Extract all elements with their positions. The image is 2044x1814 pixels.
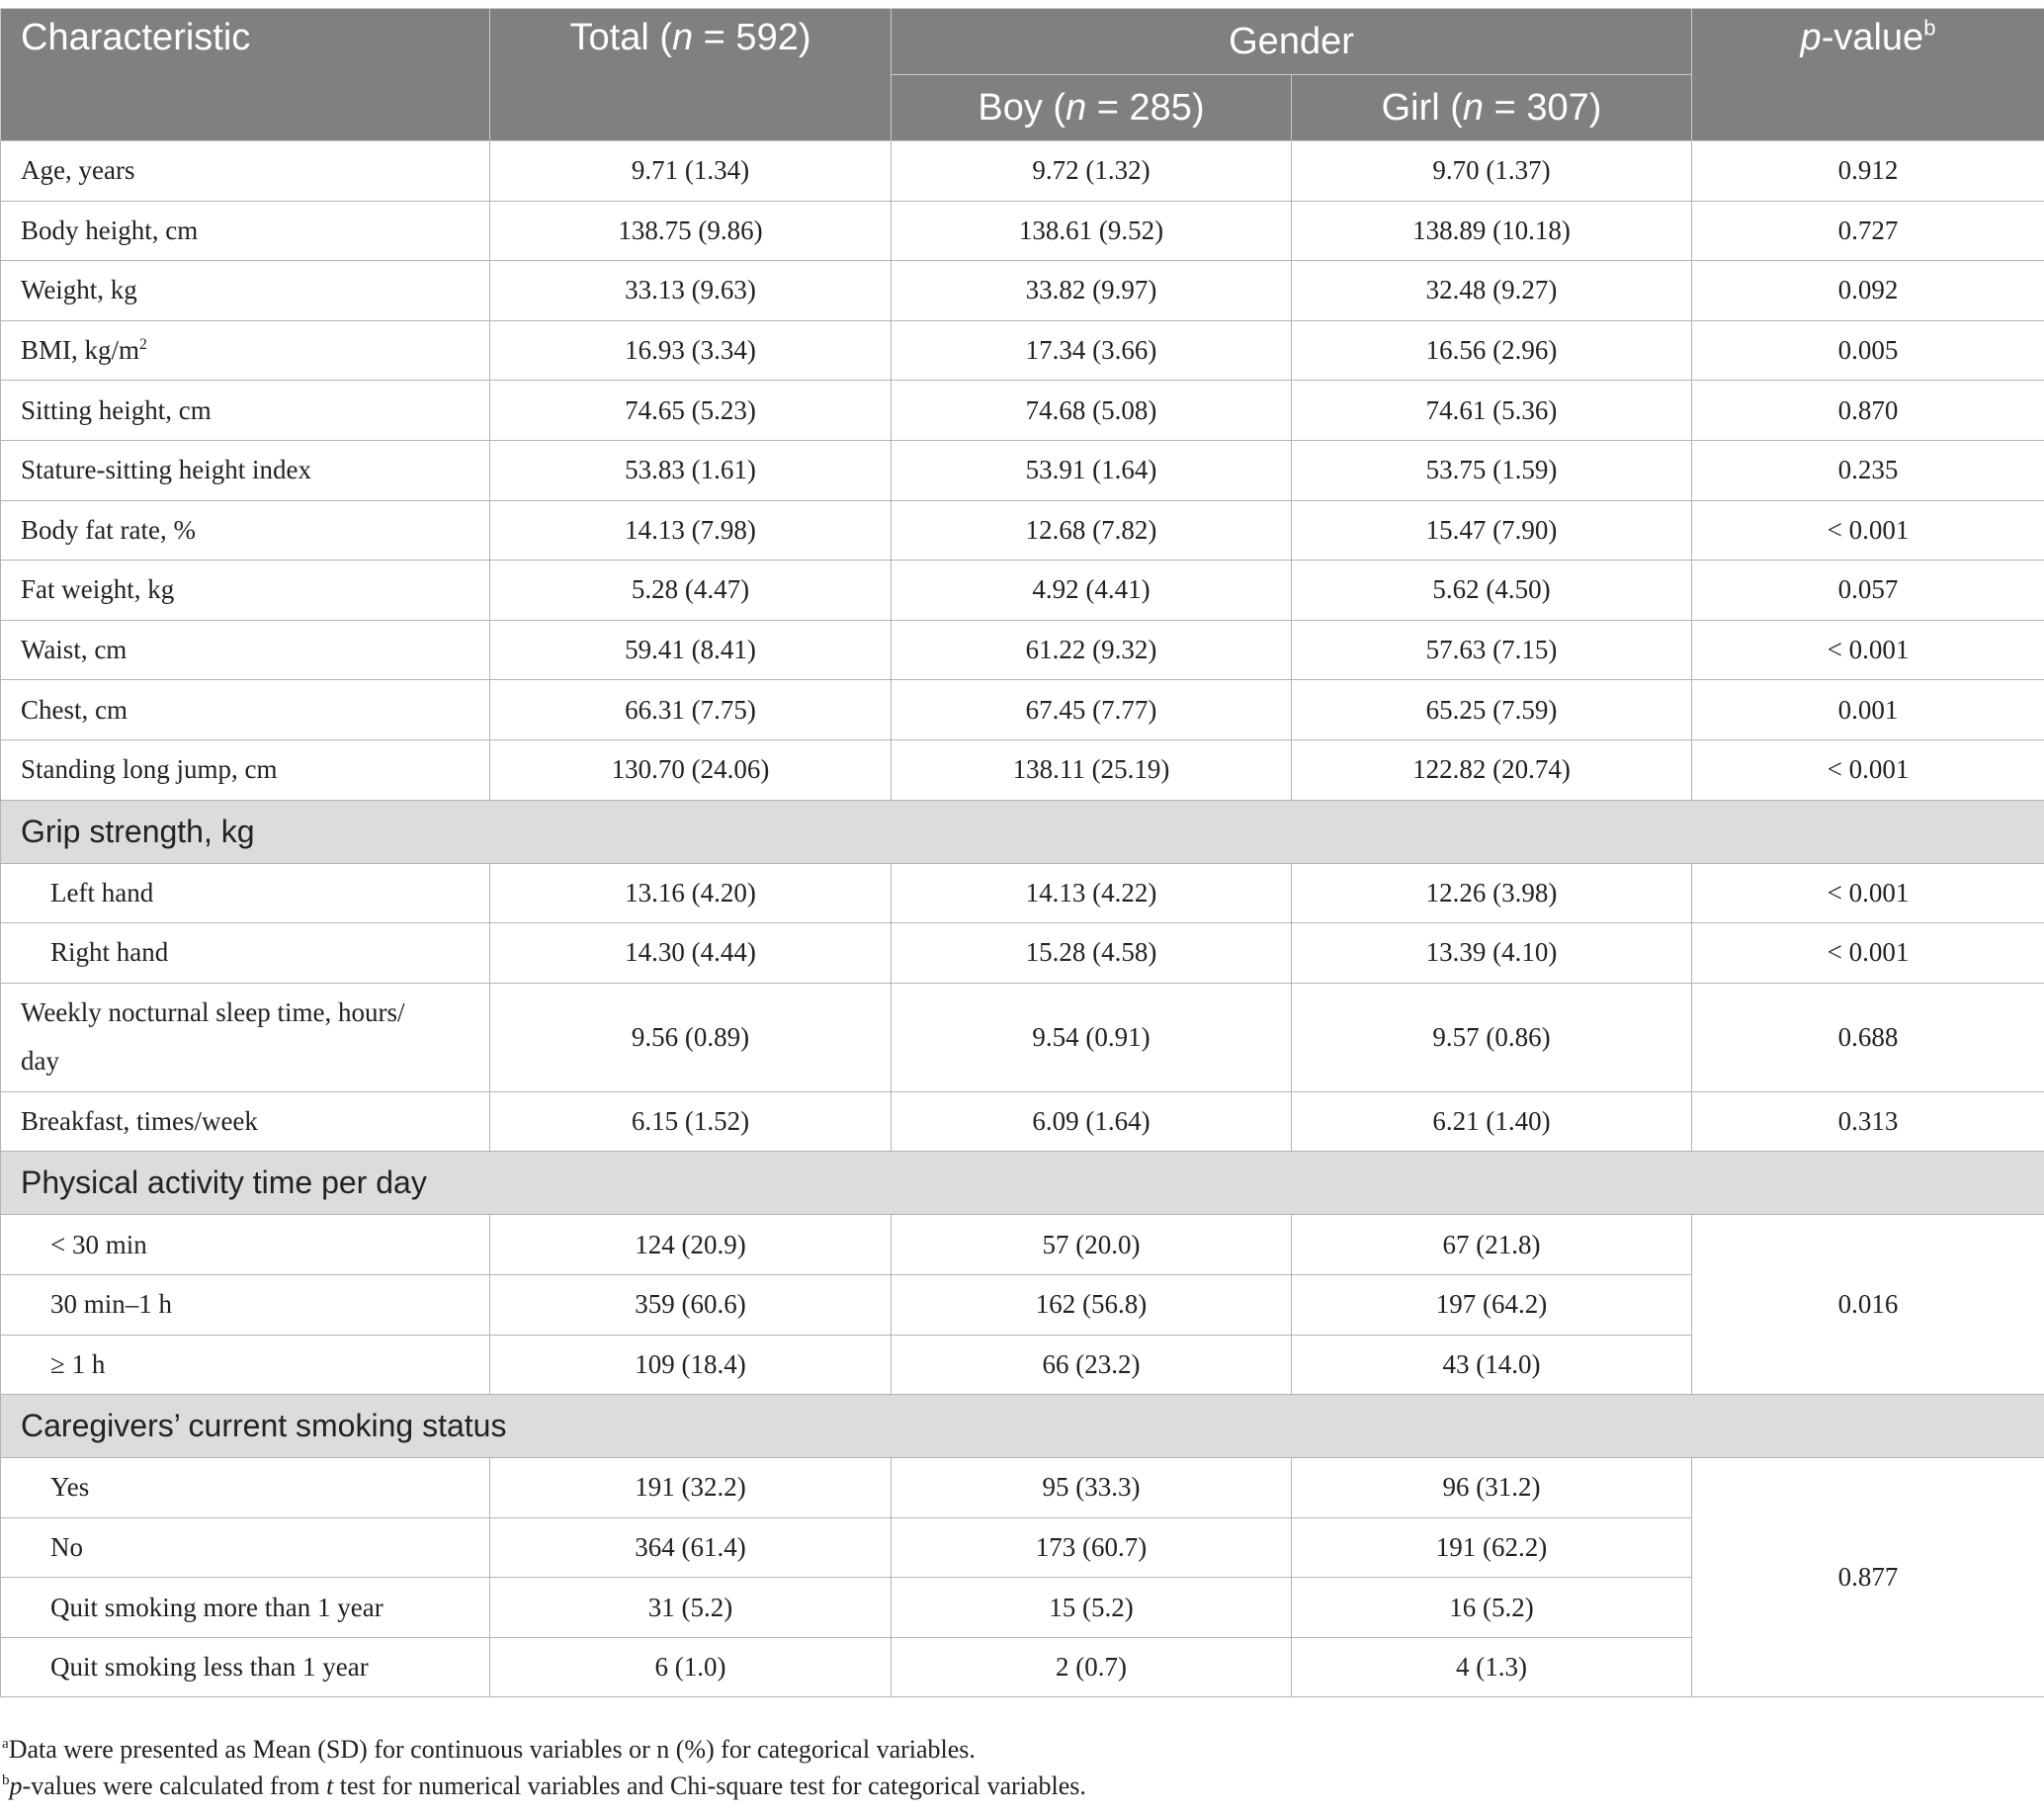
row-label: Weight, kg — [1, 261, 490, 321]
cell-boy: 138.11 (25.19) — [892, 739, 1292, 800]
cell-pvalue: < 0.001 — [1692, 620, 2044, 680]
cell-total: 14.30 (4.44) — [490, 923, 892, 984]
table-row — [1, 680, 2044, 740]
cell-girl: 9.70 (1.37) — [1292, 141, 1692, 202]
header-boy-n: n — [1065, 86, 1087, 129]
cell-pvalue: 0.057 — [1692, 561, 2044, 621]
table-header — [1, 9, 2044, 141]
cell-girl: 6.21 (1.40) — [1292, 1091, 1692, 1152]
cell-pvalue: 0.688 — [1692, 983, 2044, 1091]
cell-girl: 13.39 (4.10) — [1292, 923, 1692, 984]
header-characteristic: Characteristic — [1, 9, 490, 141]
footnote-a-text: Data were presented as Mean (SD) for continuous variables or n (%) for categorical variables. — [8, 1735, 976, 1764]
cell-boy: 9.54 (0.91) — [892, 983, 1292, 1091]
cell-total: 5.28 (4.47) — [490, 561, 892, 621]
cell-pvalue: 0.092 — [1692, 261, 2044, 321]
row-label: Breakfast, times/week — [1, 1091, 490, 1152]
cell-total: 6 (1.0) — [490, 1637, 892, 1697]
row-label — [1, 983, 490, 1091]
section-title: Caregivers’ current smoking status — [1, 1395, 2044, 1458]
table-row — [1, 440, 2044, 500]
header-pvalue-sup: b — [1923, 15, 1936, 41]
cell-total: 14.13 (7.98) — [490, 500, 892, 561]
header-gender: Gender — [892, 9, 1692, 75]
cell-boy: 2 (0.7) — [892, 1637, 1292, 1697]
cell-boy: 57 (20.0) — [892, 1215, 1292, 1275]
cell-total: 33.13 (9.63) — [490, 261, 892, 321]
row-label: Body height, cm — [1, 201, 490, 261]
table-body — [1, 141, 2044, 1697]
header-girl — [1292, 75, 1692, 141]
header-boy — [892, 75, 1292, 141]
row-label: Chest, cm — [1, 680, 490, 740]
row-label: Waist, cm — [1, 620, 490, 680]
row-label: Fat weight, kg — [1, 561, 490, 621]
header-pvalue-rest: -value — [1821, 17, 1924, 58]
characteristics-table — [0, 8, 2044, 1697]
row-label — [1, 320, 490, 381]
cell-total: 31 (5.2) — [490, 1578, 892, 1638]
cell-boy: 173 (60.7) — [892, 1517, 1292, 1578]
section-header-activity — [1, 1152, 2044, 1215]
cell-total: 130.70 (24.06) — [490, 739, 892, 800]
footnote-b-sup: b — [2, 1772, 10, 1789]
table-row — [1, 983, 2044, 1091]
cell-girl: 191 (62.2) — [1292, 1517, 1692, 1578]
cell-boy: 162 (56.8) — [892, 1274, 1292, 1335]
cell-total: 9.56 (0.89) — [490, 983, 892, 1091]
cell-boy: 17.34 (3.66) — [892, 320, 1292, 381]
cell-boy: 14.13 (4.22) — [892, 863, 1292, 923]
cell-pvalue: 0.877 — [1692, 1458, 2044, 1697]
cell-boy: 67.45 (7.77) — [892, 680, 1292, 740]
section-title: Grip strength, kg — [1, 800, 2044, 863]
row-label-sup: 2 — [139, 335, 147, 353]
cell-total: 138.75 (9.86) — [490, 201, 892, 261]
cell-total: 191 (32.2) — [490, 1458, 892, 1518]
cell-boy: 138.61 (9.52) — [892, 201, 1292, 261]
footnote-b-text1: -values were calculated from — [22, 1771, 327, 1800]
cell-pvalue: < 0.001 — [1692, 500, 2044, 561]
cell-pvalue: 0.727 — [1692, 201, 2044, 261]
footnote-b — [2, 1771, 1086, 1801]
header-total-n: n — [671, 17, 694, 58]
cell-girl: 4 (1.3) — [1292, 1637, 1692, 1697]
cell-girl: 138.89 (10.18) — [1292, 201, 1692, 261]
footnote-a-sup: a — [2, 1736, 9, 1753]
header-total-pre: Total ( — [569, 17, 672, 58]
section-header-smoking — [1, 1395, 2044, 1458]
cell-girl: 16 (5.2) — [1292, 1578, 1692, 1638]
header-total-post: = 592) — [693, 17, 811, 58]
cell-pvalue: 0.313 — [1692, 1091, 2044, 1152]
cell-pvalue: 0.235 — [1692, 440, 2044, 500]
cell-total: 6.15 (1.52) — [490, 1091, 892, 1152]
header-total — [490, 9, 892, 141]
table-row — [1, 1091, 2044, 1152]
row-label-text: BMI, kg/m — [21, 335, 140, 366]
table-row — [1, 620, 2044, 680]
row-label: Quit smoking more than 1 year — [1, 1578, 490, 1638]
cell-total: 359 (60.6) — [490, 1274, 892, 1335]
cell-girl: 197 (64.2) — [1292, 1274, 1692, 1335]
table-row — [1, 141, 2044, 202]
footnote-b-p: p — [9, 1771, 23, 1800]
row-label: No — [1, 1517, 490, 1578]
cell-boy: 12.68 (7.82) — [892, 500, 1292, 561]
table-row — [1, 561, 2044, 621]
cell-boy: 53.91 (1.64) — [892, 440, 1292, 500]
cell-girl: 67 (21.8) — [1292, 1215, 1692, 1275]
row-label-line1: Weekly nocturnal sleep time, hours/ — [21, 997, 405, 1028]
footnote-b-t: t — [326, 1771, 334, 1800]
header-pvalue — [1692, 9, 2044, 141]
table-row — [1, 739, 2044, 800]
table-row — [1, 381, 2044, 441]
cell-girl: 5.62 (4.50) — [1292, 561, 1692, 621]
row-label: Yes — [1, 1458, 490, 1518]
cell-girl: 74.61 (5.36) — [1292, 381, 1692, 441]
cell-total: 364 (61.4) — [490, 1517, 892, 1578]
cell-girl: 122.82 (20.74) — [1292, 739, 1692, 800]
table-row — [1, 201, 2044, 261]
table-row — [1, 500, 2044, 561]
cell-boy: 66 (23.2) — [892, 1335, 1292, 1395]
cell-girl: 96 (31.2) — [1292, 1458, 1692, 1518]
table-row — [1, 320, 2044, 381]
table-row — [1, 261, 2044, 321]
section-header-grip — [1, 800, 2044, 863]
cell-total: 59.41 (8.41) — [490, 620, 892, 680]
cell-pvalue: 0.016 — [1692, 1215, 2044, 1395]
cell-pvalue: < 0.001 — [1692, 863, 2044, 923]
row-label: Age, years — [1, 141, 490, 202]
cell-pvalue: 0.001 — [1692, 680, 2044, 740]
cell-boy: 4.92 (4.41) — [892, 561, 1292, 621]
cell-girl: 9.57 (0.86) — [1292, 983, 1692, 1091]
header-boy-post: = 285) — [1086, 86, 1205, 129]
footnote-a — [2, 1735, 976, 1765]
cell-total: 16.93 (3.34) — [490, 320, 892, 381]
cell-girl: 65.25 (7.59) — [1292, 680, 1692, 740]
row-label: Sitting height, cm — [1, 381, 490, 441]
cell-girl: 15.47 (7.90) — [1292, 500, 1692, 561]
row-label: Standing long jump, cm — [1, 739, 490, 800]
header-boy-pre: Boy ( — [978, 86, 1066, 129]
footnote-b-text2: test for numerical variables and Chi-square test for categorical variables. — [333, 1771, 1086, 1800]
cell-girl: 43 (14.0) — [1292, 1335, 1692, 1395]
cell-boy: 33.82 (9.97) — [892, 261, 1292, 321]
cell-boy: 15.28 (4.58) — [892, 923, 1292, 984]
row-label: Left hand — [1, 863, 490, 923]
row-label: < 30 min — [1, 1215, 490, 1275]
header-girl-pre: Girl ( — [1381, 86, 1463, 129]
cell-girl: 12.26 (3.98) — [1292, 863, 1692, 923]
cell-girl: 57.63 (7.15) — [1292, 620, 1692, 680]
cell-boy: 95 (33.3) — [892, 1458, 1292, 1518]
row-label: Body fat rate, % — [1, 500, 490, 561]
row-label: 30 min–1 h — [1, 1274, 490, 1335]
cell-total: 13.16 (4.20) — [490, 863, 892, 923]
row-label: Quit smoking less than 1 year — [1, 1637, 490, 1697]
cell-girl: 16.56 (2.96) — [1292, 320, 1692, 381]
cell-girl: 32.48 (9.27) — [1292, 261, 1692, 321]
table-row — [1, 863, 2044, 923]
header-girl-post: = 307) — [1484, 86, 1602, 129]
cell-pvalue: < 0.001 — [1692, 739, 2044, 800]
cell-total: 109 (18.4) — [490, 1335, 892, 1395]
cell-boy: 61.22 (9.32) — [892, 620, 1292, 680]
cell-boy: 74.68 (5.08) — [892, 381, 1292, 441]
cell-pvalue: 0.870 — [1692, 381, 2044, 441]
table-row — [1, 1458, 2044, 1518]
table-row — [1, 923, 2044, 984]
table-row — [1, 1215, 2044, 1275]
cell-boy: 9.72 (1.32) — [892, 141, 1292, 202]
cell-pvalue: < 0.001 — [1692, 923, 2044, 984]
row-label: ≥ 1 h — [1, 1335, 490, 1395]
cell-total: 53.83 (1.61) — [490, 440, 892, 500]
cell-total: 124 (20.9) — [490, 1215, 892, 1275]
cell-total: 74.65 (5.23) — [490, 381, 892, 441]
section-title: Physical activity time per day — [1, 1152, 2044, 1215]
row-label: Stature-sitting height index — [1, 440, 490, 500]
row-label-line2: day — [21, 1046, 59, 1077]
cell-total: 66.31 (7.75) — [490, 680, 892, 740]
cell-pvalue: 0.005 — [1692, 320, 2044, 381]
header-girl-n: n — [1462, 86, 1485, 129]
row-label: Right hand — [1, 923, 490, 984]
cell-pvalue: 0.912 — [1692, 141, 2044, 202]
header-p-italic: p — [1800, 17, 1822, 58]
cell-boy: 15 (5.2) — [892, 1578, 1292, 1638]
cell-boy: 6.09 (1.64) — [892, 1091, 1292, 1152]
cell-total: 9.71 (1.34) — [490, 141, 892, 202]
cell-girl: 53.75 (1.59) — [1292, 440, 1692, 500]
